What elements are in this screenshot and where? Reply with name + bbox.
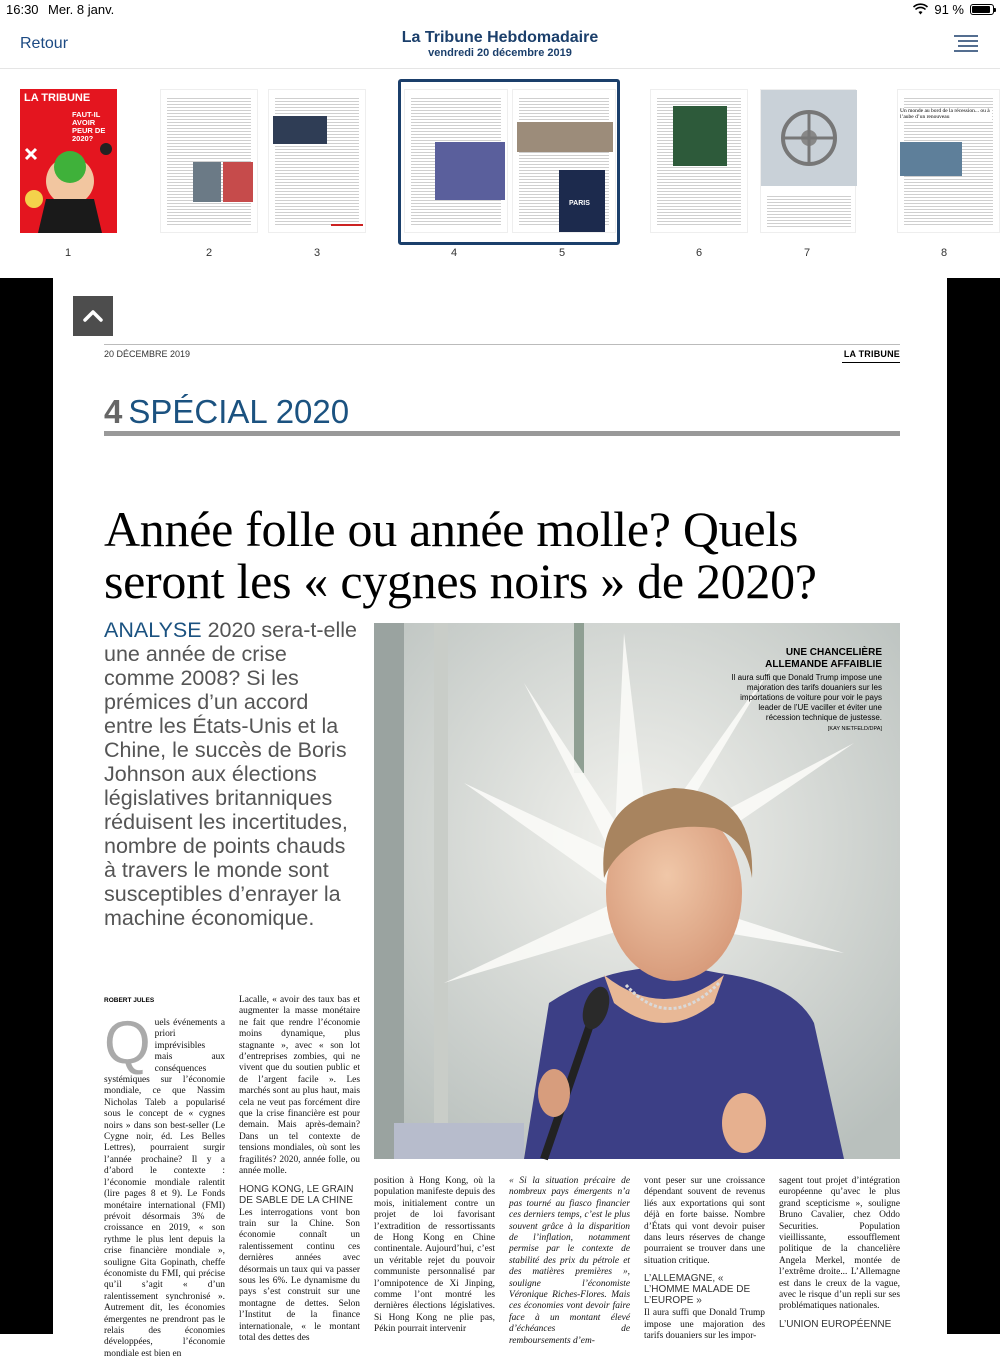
article-column-6 xyxy=(779,1176,900,1332)
battery-percent: 91 % xyxy=(934,2,964,17)
thumbnail-ad xyxy=(559,170,605,232)
lede-kicker: ANALYSE xyxy=(104,618,202,642)
thumbnail-photo xyxy=(273,116,327,144)
publication-title: La Tribune Hebdomadaire xyxy=(401,29,599,46)
status-time: 16:30 xyxy=(6,2,39,17)
column-4-text: « Si la situation précaire de nombreux pays émergents n’a pas tourné au fiasco financier ces derniers temps, c’est le plus souvent grâce à la disparition de l’inflation, notamment permise par le contexte de stabilité des prix du pétrole et des matières premières », souligne l’économiste Véronique Riches-Flores. Mais ces économies vont devoir faire face à un montant élevé d’échéances de remboursements d’em- xyxy=(509,1176,630,1346)
page-thumbnail-5[interactable] xyxy=(512,89,616,233)
page-number-1: 1 xyxy=(64,247,72,259)
section-heading xyxy=(104,393,349,431)
cover-illustration xyxy=(20,129,117,233)
caption-title xyxy=(722,647,882,671)
article-column-3 xyxy=(374,1176,495,1336)
thumbnail-ad-text: PARIS xyxy=(569,200,590,207)
article-page[interactable] xyxy=(53,278,947,1359)
page-number-5: 5 xyxy=(558,247,566,259)
page-header-brand: LA TRIBUNE xyxy=(843,349,900,359)
column-6-subheading: L’UNION EUROPÉENNE xyxy=(779,1318,892,1330)
status-bar xyxy=(0,0,1000,20)
page-number-2: 2 xyxy=(205,247,213,259)
page-header-date: 20 DÉCEMBRE 2019 xyxy=(104,349,191,359)
back-button[interactable]: Retour xyxy=(20,35,69,52)
thumbnail-chart xyxy=(331,200,363,226)
column-2-subheading: HONG KONG, LE GRAIN DE SABLE DE LA CHINE xyxy=(239,1183,354,1206)
thumbnail-text-lines xyxy=(167,96,251,226)
page-thumbnail-1[interactable] xyxy=(20,89,117,233)
thumbnail-text-lines xyxy=(767,194,851,228)
chevron-up-icon xyxy=(73,296,113,336)
drop-cap: Q xyxy=(104,1009,151,1076)
page-thumbnail-4[interactable] xyxy=(404,89,508,233)
column-2-text-2: Les interrogations vont bon train sur la Chine. Son économie connaît un ralentissement continu ces dernières années avec désormais un taux qui va passer sous les 6%. Le dynamisme du pays s’est construit sur une montagne de dettes. Selon l’Institut de la finance internationale, « le montant total des dettes des xyxy=(239,1207,360,1343)
caption-title-line-2: ALLEMANDE AFFAIBLIE xyxy=(765,659,882,670)
brand-underline xyxy=(842,362,900,363)
byline: ROBERT JULES xyxy=(104,997,155,1004)
article-lede xyxy=(104,618,359,930)
column-5-text-2: Il aura suffi que Donald Trump impose une majoration des tarifs douaniers sur les impor- xyxy=(644,1308,765,1342)
table-of-contents-icon[interactable] xyxy=(954,35,978,53)
thumbnail-photo xyxy=(517,122,613,152)
article-column-1 xyxy=(104,1009,225,1360)
column-3-text: position à Hong Kong, où la population manifeste depuis des mois, initialement contre un projet de loi favorisant l’extradition de ressortissants de Hong Kong en Chine continentale. Aujourd’hui, c’est un véritable rejet du pouvoir communiste personnalisé par l’omnipotence de Xi Jinping, comme l’ont montré les dernières élections législatives. Si Hong Kong ne plie pas, Pékin pourrait intervenir xyxy=(374,1176,495,1335)
thumbnail-photo xyxy=(900,142,962,176)
publication-date: vendredi 20 décembre 2019 xyxy=(428,47,572,59)
article-column-5 xyxy=(644,1176,765,1342)
page-number-7: 7 xyxy=(803,247,811,259)
photo-caption xyxy=(722,647,882,732)
article-column-4 xyxy=(509,1176,630,1347)
header-rule xyxy=(104,344,900,345)
page-thumbnail-6[interactable] xyxy=(650,89,748,233)
thumbnail-photo xyxy=(435,142,505,200)
status-date: Mer. 8 janv. xyxy=(48,2,115,17)
page-thumbnail-strip xyxy=(0,68,1000,278)
section-number: 4 xyxy=(104,393,123,430)
page-thumbnail-3[interactable] xyxy=(268,89,366,233)
photo-credit: [KAY NIETFELD/DPA] xyxy=(827,726,882,732)
thumbnail-photo xyxy=(193,162,221,202)
cover-headline: FAUT-IL AVOIR PEUR DE 2020? xyxy=(72,110,106,143)
page-number-8: 8 xyxy=(940,247,948,259)
column-5-subheading: L’ALLEMAGNE, « L’HOMME MALADE DE L’EUROPE » xyxy=(644,1273,751,1307)
column-6-text: sagent tout projet d’intégration européenne qu’avec le plus grand scepticisme », souligne Bruno Cavalier, chez Oddo Securities. Population vieillissante, essoufflement politique de la chancelière Angela Merkel, montée de l’extrême droite... L’Allemagne est dans le creux de la vague, avec le risque d’un repli sur ses problématiques nationales. xyxy=(779,1176,900,1312)
thumbnail-wheel-illustration xyxy=(779,108,839,168)
scroll-up-button[interactable] xyxy=(73,296,113,336)
article-headline xyxy=(104,503,900,607)
page-number-4: 4 xyxy=(450,247,458,259)
battery-icon xyxy=(970,4,994,15)
thumbnail-photo xyxy=(223,162,253,202)
headline-line-1: Année folle ou année molle? Quels xyxy=(104,501,799,557)
page-thumbnail-2[interactable] xyxy=(160,89,258,233)
lede-text: 2020 sera-t-elle une année de crise comme 2008? Si les prémices d’un accord entre les États-Unis et la Chine, le succès de Boris Johnson aux élections législatives britanniques réduisent les incertitudes, nombre de points chauds à travers le monde sont susceptibles d’enrayer la machine économique. xyxy=(104,618,357,930)
page-thumbnail-8[interactable] xyxy=(897,89,1000,233)
nav-bar xyxy=(0,20,1000,68)
page-number-3: 3 xyxy=(313,247,321,259)
article-column-2 xyxy=(239,995,360,1344)
status-right xyxy=(913,2,994,17)
caption-text: Il aura suffi que Donald Trump impose une majoration des tarifs douaniers sur les importations de voiture pour voir le pays leader de l’UE vaciller et éviter une récession technique de justesse. xyxy=(731,673,882,722)
wifi-icon xyxy=(913,4,928,15)
article-photo xyxy=(374,623,900,1159)
section-rule xyxy=(104,431,900,436)
page-number-6: 6 xyxy=(695,247,703,259)
column-5-text: vont peser sur une croissance dépendant souvent de revenus liés aux exportations qui sont déjà en forte baisse. Nombre d’États qui vont devoir puiser dans leurs réserves de change pourraient se trouver dans une situation critique. xyxy=(644,1176,765,1266)
thumbnail-headline: Un monde au bord de la récession... ou à l’aube d’un renouveau xyxy=(900,108,992,120)
caption-title-line-1: UNE CHANCELIÈRE xyxy=(785,647,882,658)
thumbnail-photo xyxy=(673,106,727,166)
section-title: SPÉCIAL 2020 xyxy=(128,393,350,430)
column-2-text: Lacalle, « avoir des taux bas et augmenter la masse monétaire ne fait que rendre l’économie moins dynamique, plus stagnante », avec « son lot d’entreprises zombies, qui ne vivent que du soutien public et de l’argent facile ». Les marchés sont au plus haut, mais cela ne veut pas forcément dire que la crise financière est pour demain. Mais après-demain? Dans un tel contexte de tensions mondiales, où sont les fragilités? 2020, année folle, ou année molle. xyxy=(239,995,360,1177)
headline-line-2: seront les « cygnes noirs » de 2020? xyxy=(104,553,817,609)
page-thumbnail-7[interactable] xyxy=(760,89,856,233)
cover-masthead: LA TRIBUNE xyxy=(24,92,91,104)
column-1-text: uels événements a priori imprévisibles mais aux conséquences systémiques sur l’économie mondiale, ce que Nassim Nicholas Taleb a popularisé sous le concept de « cygnes noirs » dans son best-seller (Le Cygne noir, éd. Les Belles Lettres), pourraient surgir l’année prochaine? Il y a d’abord le contexte : l’économie mondiale ralentit (lire pages 8 et 9). Le Fonds monétaire international (FMI) prévoit désormais 3% de croissance en 2019, « son rythme le plus lent depuis la crise financière mondiale », souligne Gita Gopinath, cheffe économiste du FMI, qui précise qu’il s’agit « d’un ralentissement synchronisé ». Autrement dit, les économies émergentes ne prendront pas le relais des économies développées, l’économie mondiale est bien en xyxy=(104,1018,225,1359)
